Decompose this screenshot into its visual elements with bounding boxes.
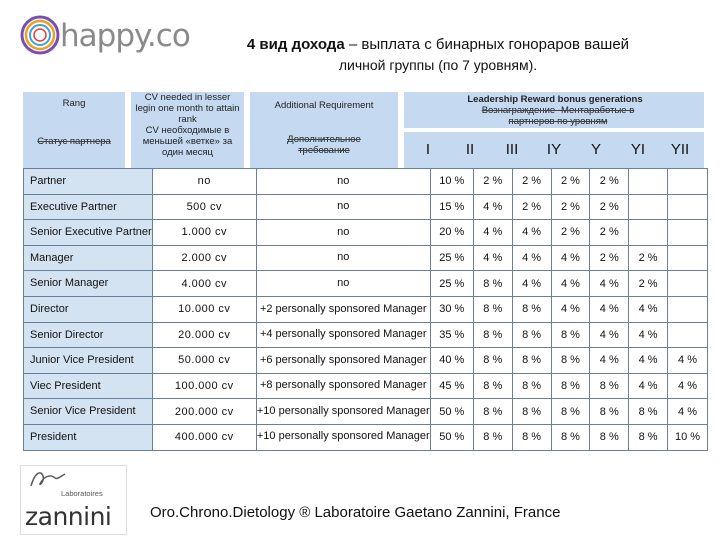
percent-cell-level-2: 8 % [473, 296, 512, 322]
percent-cell-level-2: 4 % [473, 194, 512, 220]
percent-cell-level-4: 2 % [551, 169, 590, 195]
bonus-table [18, 88, 708, 464]
percent-cell-level-6: 4 % [629, 373, 668, 399]
table-header [18, 88, 708, 168]
level-2-label: II [465, 140, 475, 158]
percent-cell-level-7: 10 % [668, 424, 708, 450]
cv-cell: 50.000 cv [152, 348, 256, 374]
percent-cell-level-2: 2 % [473, 169, 512, 195]
title-bold: 4 вид дохода [246, 36, 345, 53]
percent-cell-level-6: 8 % [629, 424, 668, 450]
percent-cell-level-1: 30 % [430, 296, 473, 322]
requirement-cell: +6 personally sponsored Manager [256, 348, 430, 374]
percent-cell-level-2: 8 % [473, 348, 512, 374]
percent-cell-level-7 [668, 169, 708, 195]
percent-cell-level-6: 4 % [629, 348, 668, 374]
percent-cell-level-1: 25 % [430, 271, 473, 297]
level-3-label: III [505, 140, 519, 158]
cv-cell: 400.000 cv [152, 424, 256, 450]
table-row [24, 169, 708, 195]
percent-cell-level-7 [668, 322, 708, 348]
level-1-label: I [425, 140, 431, 158]
table-row [24, 373, 708, 399]
percent-cell-level-3: 8 % [512, 424, 551, 450]
percent-cell-level-3: 4 % [512, 245, 551, 271]
cv-cell: 20.000 cv [152, 322, 256, 348]
header-cv-en: CV needed in lesser legin one month to attain rank [135, 92, 240, 125]
logo-zannini: zannini [25, 502, 112, 531]
title-rest: – выплата с бинарных гонораров вашей [344, 36, 630, 53]
cv-cell: 500 cv [152, 194, 256, 220]
rank-cell: Manager [24, 245, 153, 271]
percent-cell-level-5: 4 % [590, 296, 629, 322]
percent-cell-level-1: 15 % [430, 194, 473, 220]
table-row [24, 424, 708, 450]
percent-cell-level-5: 4 % [590, 271, 629, 297]
percent-cell-level-5: 4 % [590, 322, 629, 348]
percent-cell-level-7 [668, 245, 708, 271]
cv-cell: 4.000 cv [152, 271, 256, 297]
percent-cell-level-5: 2 % [590, 245, 629, 271]
rank-cell: Director [24, 296, 153, 322]
percent-cell-level-4: 8 % [551, 424, 590, 450]
percent-cell-level-6: 2 % [629, 245, 668, 271]
percent-cell-level-2: 8 % [473, 373, 512, 399]
cv-cell: 1.000 cv [152, 220, 256, 246]
percent-cell-level-6: 4 % [629, 322, 668, 348]
percent-cell-level-6: 8 % [629, 399, 668, 425]
zannini-logo [20, 465, 127, 535]
table-row [24, 296, 708, 322]
percent-cell-level-5: 8 % [590, 424, 629, 450]
header-req-en: Additional Requirement [274, 100, 374, 111]
percent-cell-level-6 [629, 220, 668, 246]
requirement-cell: no [256, 220, 430, 246]
percent-cell-level-3: 8 % [512, 348, 551, 374]
percent-cell-level-5: 8 % [590, 373, 629, 399]
footer-caption: Oro.Chrono.Dietology ® Laboratoire Gaetano Zannini, France [150, 504, 561, 521]
table-row [24, 271, 708, 297]
sun-swirl-icon [17, 12, 63, 58]
title-line2: личной группы (по 7 уровням). [338, 57, 538, 73]
percent-cell-level-2: 8 % [473, 322, 512, 348]
percent-cell-level-3: 8 % [512, 399, 551, 425]
rank-cell: Senior Director [24, 322, 153, 348]
percent-cell-level-1: 50 % [430, 399, 473, 425]
percent-cell-level-7: 4 % [668, 399, 708, 425]
percent-cell-level-4: 8 % [551, 373, 590, 399]
rank-cell: President [24, 424, 153, 450]
header-bonus-ru: Вознаграждение -Ментаработые в партнеров по уровням [481, 105, 635, 127]
rank-cell: Partner [24, 169, 153, 195]
percent-cell-level-7 [668, 194, 708, 220]
percent-cell-level-7 [668, 271, 708, 297]
level-6-label: YI [630, 140, 646, 158]
percent-cell-level-4: 4 % [551, 296, 590, 322]
percent-cell-level-3: 8 % [512, 322, 551, 348]
cv-cell: 2.000 cv [152, 245, 256, 271]
percent-cell-level-7: 4 % [668, 373, 708, 399]
percent-cell-level-4: 2 % [551, 194, 590, 220]
requirement-cell: no [256, 169, 430, 195]
percent-cell-level-3: 2 % [512, 169, 551, 195]
rank-cell: Senior Manager [24, 271, 153, 297]
requirement-cell: +2 personally sponsored Manager [256, 296, 430, 322]
level-4-label: IY [546, 140, 562, 158]
cv-cell: 10.000 cv [152, 296, 256, 322]
rank-cell: Senior Vice President [24, 399, 153, 425]
level-5-label: Y [590, 140, 601, 158]
percent-cell-level-6: 4 % [629, 296, 668, 322]
percent-cell-level-1: 40 % [430, 348, 473, 374]
cv-cell: 100.000 cv [152, 373, 256, 399]
rank-cell: Senior Executive Partner [24, 220, 153, 246]
percent-cell-level-1: 50 % [430, 424, 473, 450]
percent-cell-level-6: 2 % [629, 271, 668, 297]
percent-cell-level-5: 2 % [590, 220, 629, 246]
percent-cell-level-6 [629, 169, 668, 195]
requirement-cell: +4 personally sponsored Manager [256, 322, 430, 348]
requirement-cell: no [256, 245, 430, 271]
requirement-cell: no [256, 271, 430, 297]
requirement-cell: +10 personally sponsored Manager [256, 424, 430, 450]
percent-cell-level-1: 25 % [430, 245, 473, 271]
rank-cell: Junior Vice President [24, 348, 153, 374]
percent-cell-level-5: 2 % [590, 169, 629, 195]
header-bonus-en: Leadership Reward bonus generations [467, 94, 643, 105]
table-row [24, 399, 708, 425]
header-req-ru: Дополнительное требование [287, 134, 361, 156]
percent-cell-level-2: 8 % [473, 399, 512, 425]
header-rank-en: Rang [62, 98, 86, 109]
level-7-label: YII [670, 140, 690, 158]
table-row [24, 348, 708, 374]
percent-cell-level-7 [668, 220, 708, 246]
percent-cell-level-4: 8 % [551, 348, 590, 374]
percent-cell-level-3: 4 % [512, 220, 551, 246]
percent-cell-level-3: 8 % [512, 373, 551, 399]
percent-cell-level-6 [629, 194, 668, 220]
percent-cell-level-7: 4 % [668, 348, 708, 374]
logo-text: happy.co [60, 18, 190, 54]
percent-cell-level-4: 8 % [551, 322, 590, 348]
percent-cell-level-1: 10 % [430, 169, 473, 195]
header-rank-ru: Статус партнера [37, 136, 111, 147]
header-cv-ru: CV необходимые в меньшей «ветке» за один месяц [142, 125, 233, 158]
percent-cell-level-3: 8 % [512, 296, 551, 322]
requirement-cell: +8 personally sponsored Manager [256, 373, 430, 399]
table-row [24, 194, 708, 220]
table-row [24, 322, 708, 348]
percent-cell-level-2: 4 % [473, 220, 512, 246]
percent-cell-level-3: 4 % [512, 271, 551, 297]
percent-cell-level-2: 8 % [473, 424, 512, 450]
percent-cell-level-3: 2 % [512, 194, 551, 220]
percent-cell-level-4: 4 % [551, 245, 590, 271]
percent-cell-level-1: 35 % [430, 322, 473, 348]
percent-cell-level-2: 8 % [473, 271, 512, 297]
percent-cell-level-2: 4 % [473, 245, 512, 271]
header-cv [134, 92, 241, 158]
percent-cell-level-7 [668, 296, 708, 322]
cv-cell: no [152, 169, 256, 195]
percent-cell-level-1: 45 % [430, 373, 473, 399]
percent-cell-level-4: 2 % [551, 220, 590, 246]
page-title [178, 34, 698, 76]
logo-laboratoires: Laboratoires [61, 489, 103, 498]
percent-cell-level-5: 4 % [590, 348, 629, 374]
percent-cell-level-4: 8 % [551, 399, 590, 425]
percent-cell-level-1: 20 % [430, 220, 473, 246]
table-row [24, 220, 708, 246]
rank-table [23, 168, 708, 451]
table-row [24, 245, 708, 271]
percent-cell-level-5: 2 % [590, 194, 629, 220]
percent-cell-level-4: 4 % [551, 271, 590, 297]
requirement-cell: +10 personally sponsored Manager [256, 399, 430, 425]
percent-cell-level-5: 8 % [590, 399, 629, 425]
rank-cell: Viec President [24, 373, 153, 399]
rank-cell: Executive Partner [24, 194, 153, 220]
requirement-cell: no [256, 194, 430, 220]
cv-cell: 200.000 cv [152, 399, 256, 425]
happyco-logo [12, 8, 190, 70]
